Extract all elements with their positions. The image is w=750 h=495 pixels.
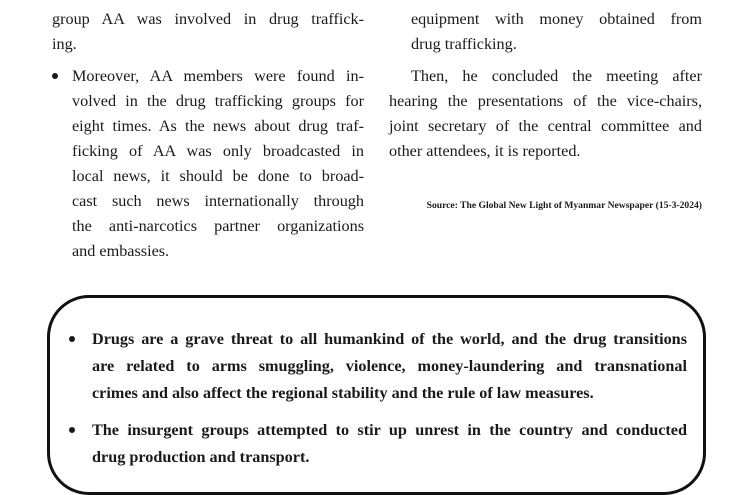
bullet-dot: [69, 336, 75, 342]
bullet-dot: [69, 427, 75, 433]
paragraph-line: joint secretary of the central committee and: [389, 117, 702, 135]
box-point1-line: crimes and also affect the regional stability and the rule of law measures.: [92, 384, 594, 402]
source-citation: Source: The Global New Light of Myanmar Newspaper (15-3-2024): [426, 200, 702, 211]
continued-line: drug trafficking.: [411, 35, 517, 53]
bullet2-line: eight times. As the news about drug traf-: [72, 117, 364, 135]
bullet1-line: group AA was involved in drug traffick-: [52, 10, 364, 28]
paragraph-line: Then, he concluded the meeting after: [411, 67, 702, 85]
bullet1-line: ing.: [52, 35, 77, 53]
box-point1-line: are related to arms smuggling, violence, money-laundering and transnational: [92, 357, 687, 375]
bullet2-line: ficking of AA was only broadcasted in: [72, 142, 364, 160]
bullet2-line: Moreover, AA members were found in-: [72, 67, 364, 85]
bullet2-line: the anti-narcotics partner organizations: [72, 217, 364, 235]
bullet-dot: [52, 73, 58, 79]
bullet2-line: local news, it should be done to broad-: [72, 167, 364, 185]
bullet2-line: and embassies.: [72, 242, 170, 260]
box-point2-line: drug production and transport.: [92, 448, 310, 466]
paragraph-line: hearing the presentations of the vice-chairs,: [389, 92, 702, 110]
box-point1-line: Drugs are a grave threat to all humankind of the world, and the drug transitions: [92, 330, 687, 348]
box-point2-line: The insurgent groups attempted to stir up unrest in the country and conducted: [92, 421, 687, 439]
bullet2-line: cast such news internationally through: [72, 192, 364, 210]
bullet2-line: volved in the drug trafficking groups for: [72, 92, 364, 110]
paragraph-line: other attendees, it is reported.: [389, 142, 581, 160]
continued-line: equipment with money obtained from: [411, 10, 702, 28]
